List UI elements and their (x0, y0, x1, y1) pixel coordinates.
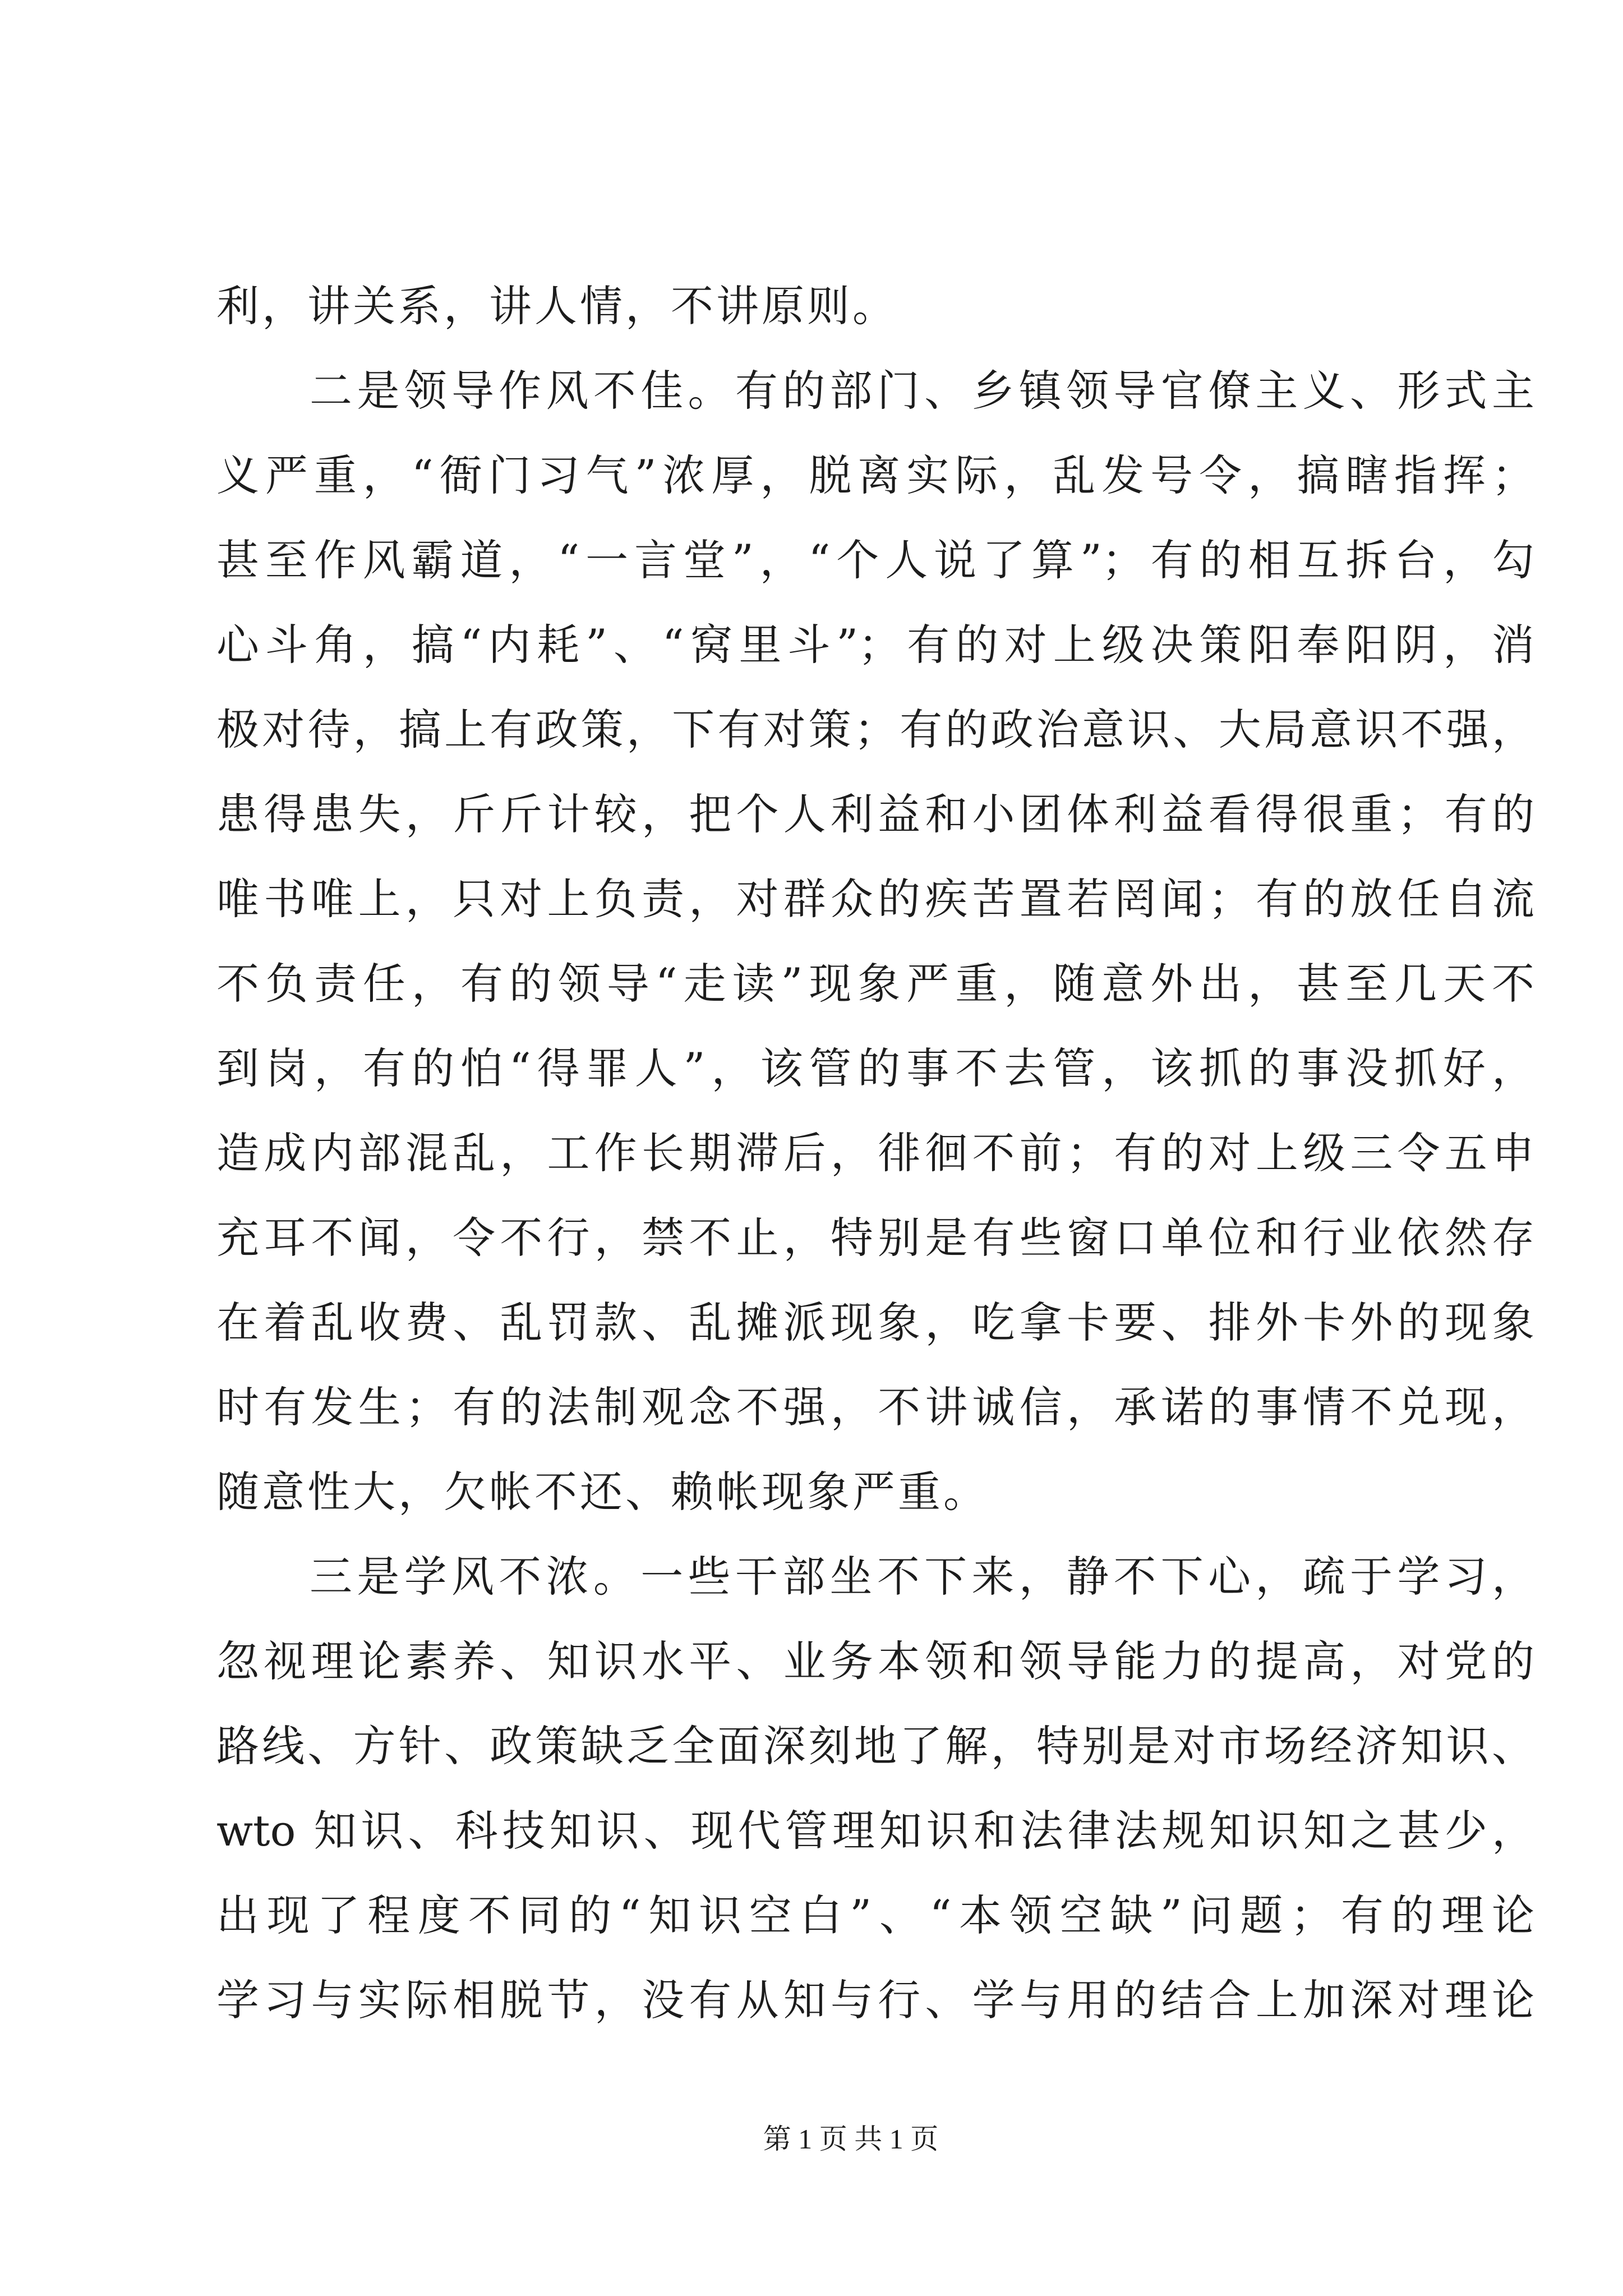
body-text (216, 264, 1534, 2042)
text-line: 到岗，有的怕“得罪人”，该管的事不去管，该抓的事没抓好， (216, 1043, 1534, 1093)
text-line: 唯书唯上，只对上负责，对群众的疾苦置若罔闻；有的放任自流 (216, 874, 1534, 924)
text-line: 路线、方针、政策缺乏全面深刻地了解，特别是对市场经济知识、 (216, 1721, 1534, 1771)
text-line: 时有发生；有的法制观念不强，不讲诚信，承诺的事情不兑现， (216, 1382, 1534, 1432)
text-line: 甚至作风霸道，“一言堂”，“个人说了算”；有的相互拆台，勾 (216, 535, 1534, 585)
text-line: 出现了程度不同的“知识空白”、“本领空缺”问题；有的理论 (216, 1890, 1534, 1940)
text-line: 心斗角，搞“内耗”、“窝里斗”；有的对上级决策阳奉阳阴，消 (216, 620, 1534, 670)
paragraph (216, 1534, 1534, 2042)
text-line: 忽视理论素养、知识水平、业务本领和领导能力的提高，对党的 (216, 1636, 1534, 1686)
text-line: 义严重，“衙门习气”浓厚，脱离实际，乱发号令，搞瞎指挥； (216, 450, 1534, 500)
text-line: 三是学风不浓。一些干部坐不下来，静不下心，疏于学习， (310, 1552, 1534, 1602)
text-line: 不负责任，有的领导“走读”现象严重，随意外出，甚至几天不 (216, 959, 1534, 1009)
text-line: 二是领导作风不佳。有的部门、乡镇领导官僚主义、形式主 (310, 366, 1534, 416)
page-footer: 第 1 页 共 1 页 (763, 2123, 939, 2155)
text-line: 患得患失，斤斤计较，把个人利益和小团体利益看得很重；有的 (216, 789, 1534, 839)
text-line: 造成内部混乱，工作长期滞后，徘徊不前；有的对上级三令五申 (216, 1128, 1534, 1178)
text-line: 随意性大，欠帐不还、赖帐现象严重。 (216, 1467, 989, 1517)
paragraph (216, 264, 1534, 348)
text-line: 极对待，搞上有政策，下有对策；有的政治意识、大局意识不强， (216, 705, 1534, 754)
text-line: 利，讲关系，讲人情，不讲原则。 (216, 281, 898, 331)
text-line: 学习与实际相脱节，没有从知与行、学与用的结合上加深对理论 (216, 1975, 1534, 2025)
text-line: wto 知识、科技知识、现代管理知识和法律法规知识知之甚少， (216, 1806, 1534, 1856)
text-line: 充耳不闻，令不行，禁不止，特别是有些窗口单位和行业依然存 (216, 1213, 1534, 1263)
paragraph (216, 348, 1534, 1534)
text-line: 在着乱收费、乱罚款、乱摊派现象，吃拿卡要、排外卡外的现象 (216, 1297, 1534, 1347)
